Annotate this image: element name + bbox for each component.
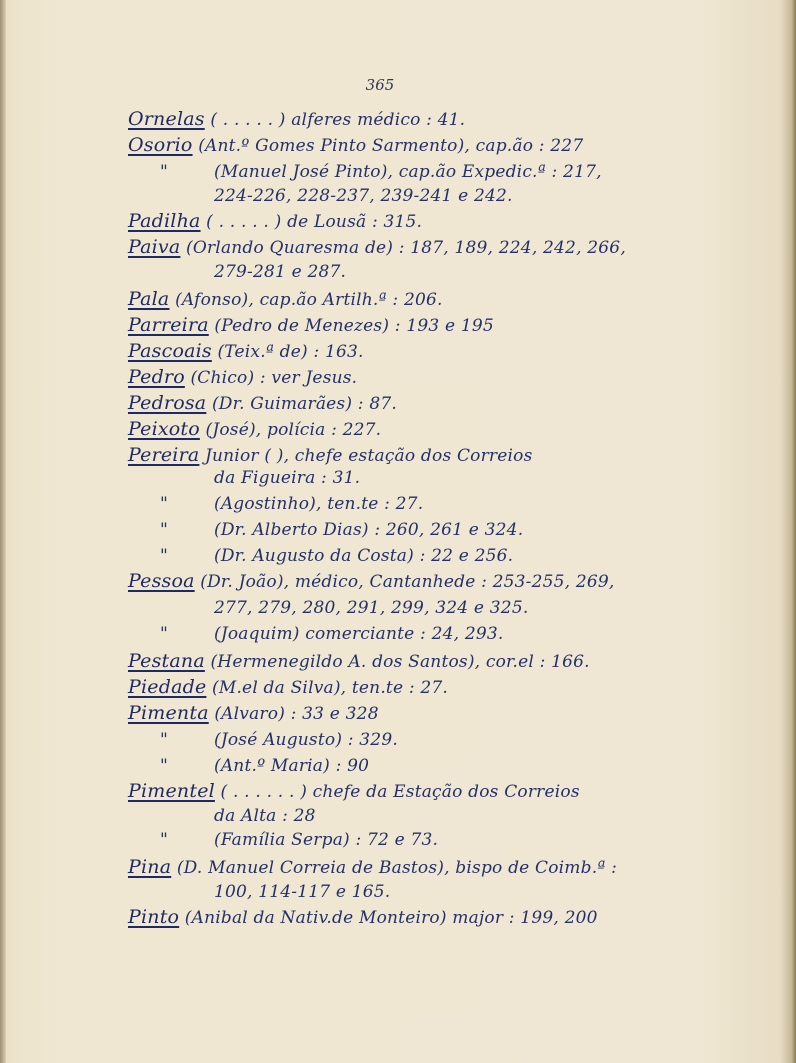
index-entry: [160, 546, 513, 566]
entry-text: 279-281 e 287.: [214, 262, 347, 282]
index-entry: [160, 830, 438, 850]
index-entry: [214, 186, 513, 206]
index-entry: [128, 676, 448, 698]
entry-surname: Pascoais: [128, 340, 212, 362]
index-entry: [128, 856, 617, 878]
ditto-mark: ": [160, 494, 169, 514]
entry-text: da Alta : 28: [214, 806, 316, 826]
entry-text: (Dr. Guimarães) : 87.: [211, 394, 397, 414]
index-entry: [128, 108, 465, 130]
index-entry: [160, 730, 398, 750]
entry-surname: Osorio: [128, 134, 193, 156]
ditto-mark: ": [160, 162, 169, 182]
index-entry: [214, 468, 360, 488]
entry-surname: Padilha: [128, 210, 201, 232]
index-entry: [128, 650, 590, 672]
index-entry: [128, 444, 533, 466]
entry-surname: Pedrosa: [128, 392, 207, 414]
index-entry: [214, 882, 390, 902]
index-entry: [128, 906, 598, 928]
index-entry: [160, 162, 602, 182]
entry-surname: Pimenta: [128, 702, 209, 724]
entry-text: (Pedro de Menezes) : 193 e 195: [214, 316, 494, 336]
entry-text: (Manuel José Pinto), cap.ão Expedic.ª : 217,: [214, 162, 602, 182]
index-entry: [128, 366, 357, 388]
entry-text: (Ant.º Gomes Pinto Sarmento), cap.ão : 227: [198, 136, 584, 156]
index-entry: [128, 702, 379, 724]
entry-text: (José Augusto) : 329.: [214, 730, 398, 750]
entry-surname: Pala: [128, 288, 170, 310]
entry-surname: Parreira: [128, 314, 209, 336]
index-entry: [160, 520, 523, 540]
index-entry: [128, 780, 580, 802]
entry-text: (Dr. Alberto Dias) : 260, 261 e 324.: [214, 520, 524, 540]
entry-text: (M.el da Silva), ten.te : 27.: [212, 678, 448, 698]
ditto-mark: ": [160, 830, 169, 850]
index-entry: [128, 314, 494, 336]
entry-text: Junior ( ), chefe estação dos Correios: [205, 446, 533, 466]
entry-text: (Família Serpa) : 72 e 73.: [214, 830, 439, 850]
entry-text: (Afonso), cap.ão Artilh.ª : 206.: [175, 290, 443, 310]
entry-text: (José), polícia : 227.: [205, 420, 382, 440]
entry-surname: Ornelas: [128, 108, 205, 130]
index-entry: [128, 340, 364, 362]
entry-text: 100, 114-117 e 165.: [214, 882, 391, 902]
entry-surname: Peixoto: [128, 418, 200, 440]
entry-text: (Orlando Quaresma de) : 187, 189, 224, 242, 266,: [186, 238, 626, 258]
entry-text: (D. Manuel Correia de Bastos), bispo de Coimb.ª :: [176, 858, 618, 878]
entry-text: 224-226, 228-237, 239-241 e 242.: [214, 186, 513, 206]
entry-surname: Paiva: [128, 236, 181, 258]
entry-surname: Pimentel: [128, 780, 215, 802]
entry-text: (Agostinho), ten.te : 27.: [214, 494, 424, 514]
ditto-mark: ": [160, 546, 169, 566]
entry-text: da Figueira : 31.: [214, 468, 361, 488]
entry-surname: Pestana: [128, 650, 205, 672]
index-entry: [160, 624, 503, 644]
index-entry: [128, 134, 583, 156]
index-entry: [214, 262, 346, 282]
entry-surname: Pinto: [128, 906, 180, 928]
ditto-mark: ": [160, 730, 169, 750]
entry-text: (Anibal da Nativ.de Monteiro) major : 199, 200: [184, 908, 598, 928]
index-entry: [128, 236, 626, 258]
ditto-mark: ": [160, 520, 169, 540]
ditto-mark: ": [160, 756, 169, 776]
entry-text: (Teix.ª de) : 163.: [217, 342, 364, 362]
entry-text: (Chico) : ver Jesus.: [190, 368, 358, 388]
index-entry: [214, 598, 528, 618]
index-entry: [214, 806, 316, 826]
index-entry: [128, 570, 615, 592]
entry-text: ( . . . . . . ) chefe da Estação dos Correios: [220, 782, 580, 802]
entry-surname: Pedro: [128, 366, 185, 388]
index-entry: [160, 756, 369, 776]
index-entry: [128, 392, 397, 414]
index-entry: [128, 210, 422, 232]
entry-surname: Piedade: [128, 676, 207, 698]
entry-text: ( . . . . . ) alferes médico : 41.: [210, 110, 466, 130]
entry-text: (Ant.º Maria) : 90: [214, 756, 370, 776]
entry-surname: Pessoa: [128, 570, 195, 592]
entry-surname: Pereira: [128, 444, 200, 466]
entry-text: ( . . . . . ) de Lousã : 315.: [206, 212, 423, 232]
entry-text: 277, 279, 280, 291, 299, 324 e 325.: [214, 598, 529, 618]
entry-text: (Hermenegildo A. dos Santos), cor.el : 166.: [210, 652, 590, 672]
index-entry: [128, 418, 381, 440]
entry-text: (Alvaro) : 33 e 328: [214, 704, 379, 724]
ditto-mark: ": [160, 624, 169, 644]
entry-surname: Pina: [128, 856, 172, 878]
entry-text: (Joaquim) comerciante : 24, 293.: [214, 624, 504, 644]
index-entry: [160, 494, 423, 514]
index-entry: [128, 288, 443, 310]
page-number: 365: [365, 76, 395, 94]
entry-text: (Dr. João), médico, Cantanhede : 253-255, 269,: [200, 572, 615, 592]
entry-text: (Dr. Augusto da Costa) : 22 e 256.: [214, 546, 514, 566]
